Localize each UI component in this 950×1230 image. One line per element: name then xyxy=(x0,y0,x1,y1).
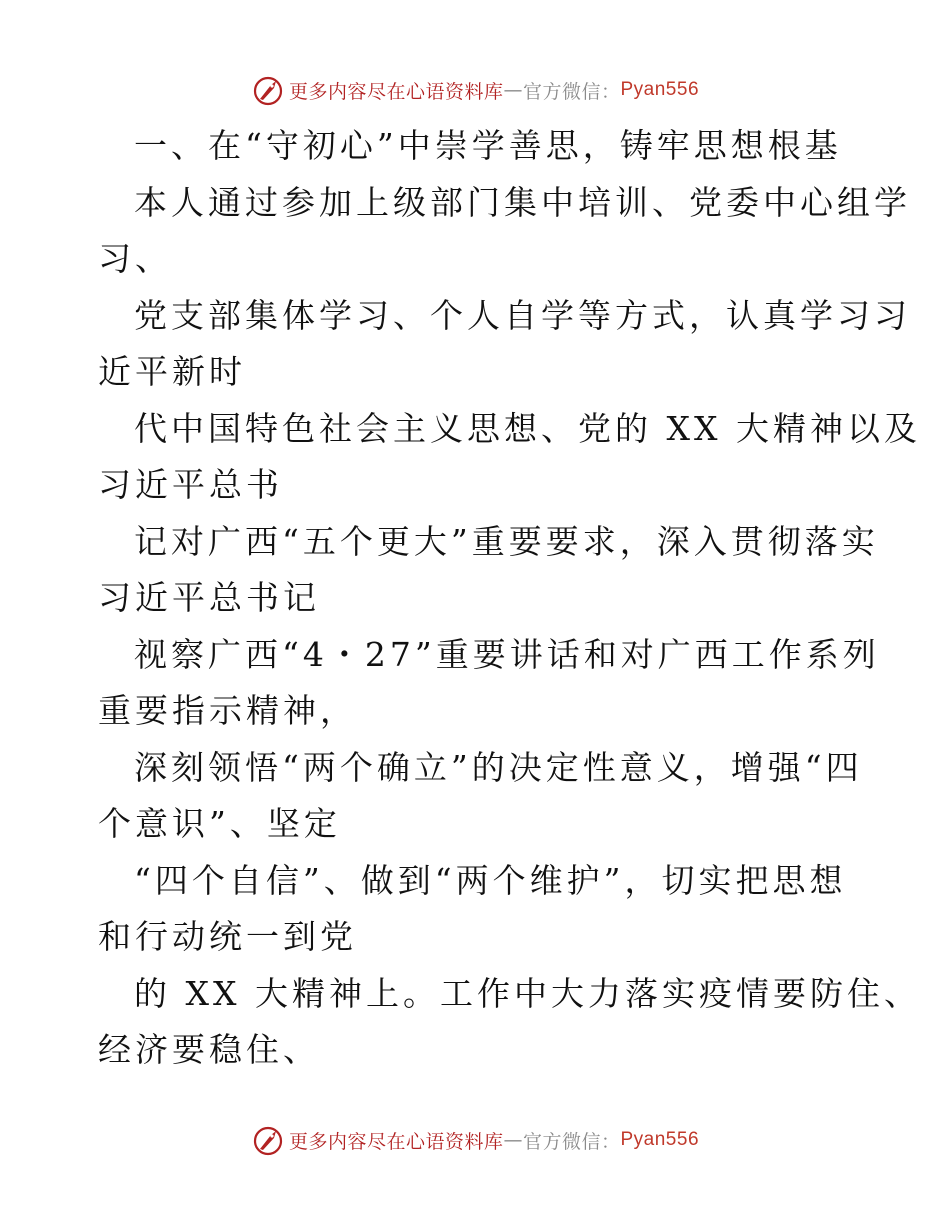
text-line: 习近平总书记 xyxy=(98,578,320,617)
pen-nib-logo-icon xyxy=(251,1123,285,1157)
watermark-dash: — xyxy=(503,79,523,101)
text-line: 经济要稳住、 xyxy=(98,1030,320,1069)
text-line: 和行动统一到党 xyxy=(98,917,357,956)
pen-nib-logo-icon xyxy=(251,73,285,107)
watermark-brand-text: 更多内容尽在心语资料库 xyxy=(288,80,504,103)
text-line: 党支部集体学习、个人自学等方式，认真学习习 xyxy=(134,295,911,335)
text-line: 深刻领悟“两个确立”的决定性意义，增强“四 xyxy=(134,747,863,787)
text-line: 重要指示精神， xyxy=(98,691,357,730)
document-body xyxy=(98,118,921,1079)
text-line: 的 XX 大精神上。工作中大力落实疫情要防住、 xyxy=(134,973,921,1013)
text-line: 习、 xyxy=(98,239,172,278)
watermark-wechat-id: Pyan556 xyxy=(620,1129,700,1150)
text-line: 记对广西“五个更大”重要要求，深入贯彻落实 xyxy=(134,521,879,561)
watermark-wechat-id: Pyan556 xyxy=(620,79,700,100)
text-line: 本人通过参加上级部门集中培训、党委中心组学 xyxy=(134,182,911,222)
text-line: 一、在“守初心”中崇学善思，铸牢思想根基 xyxy=(134,126,842,165)
text-line: 代中国特色社会主义思想、党的 XX 大精神以及 xyxy=(134,408,921,448)
text-line: 近平新时 xyxy=(98,352,246,391)
watermark-wechat-label: 官方微信： xyxy=(522,80,621,103)
text-line: 个意识”、坚定 xyxy=(98,804,341,843)
text-line: “四个自信”、做到“两个维护”，切实把思想 xyxy=(134,860,847,900)
text-line: 习近平总书 xyxy=(98,465,283,504)
watermark-brand-text: 更多内容尽在心语资料库 xyxy=(288,1130,504,1153)
watermark-wechat-label: 官方微信： xyxy=(522,1130,621,1153)
footer-watermark xyxy=(0,1120,950,1160)
watermark-dash: — xyxy=(503,1129,523,1151)
text-line: 视察广西“4・27”重要讲话和对广西工作系列 xyxy=(134,634,880,674)
header-watermark xyxy=(0,70,950,110)
